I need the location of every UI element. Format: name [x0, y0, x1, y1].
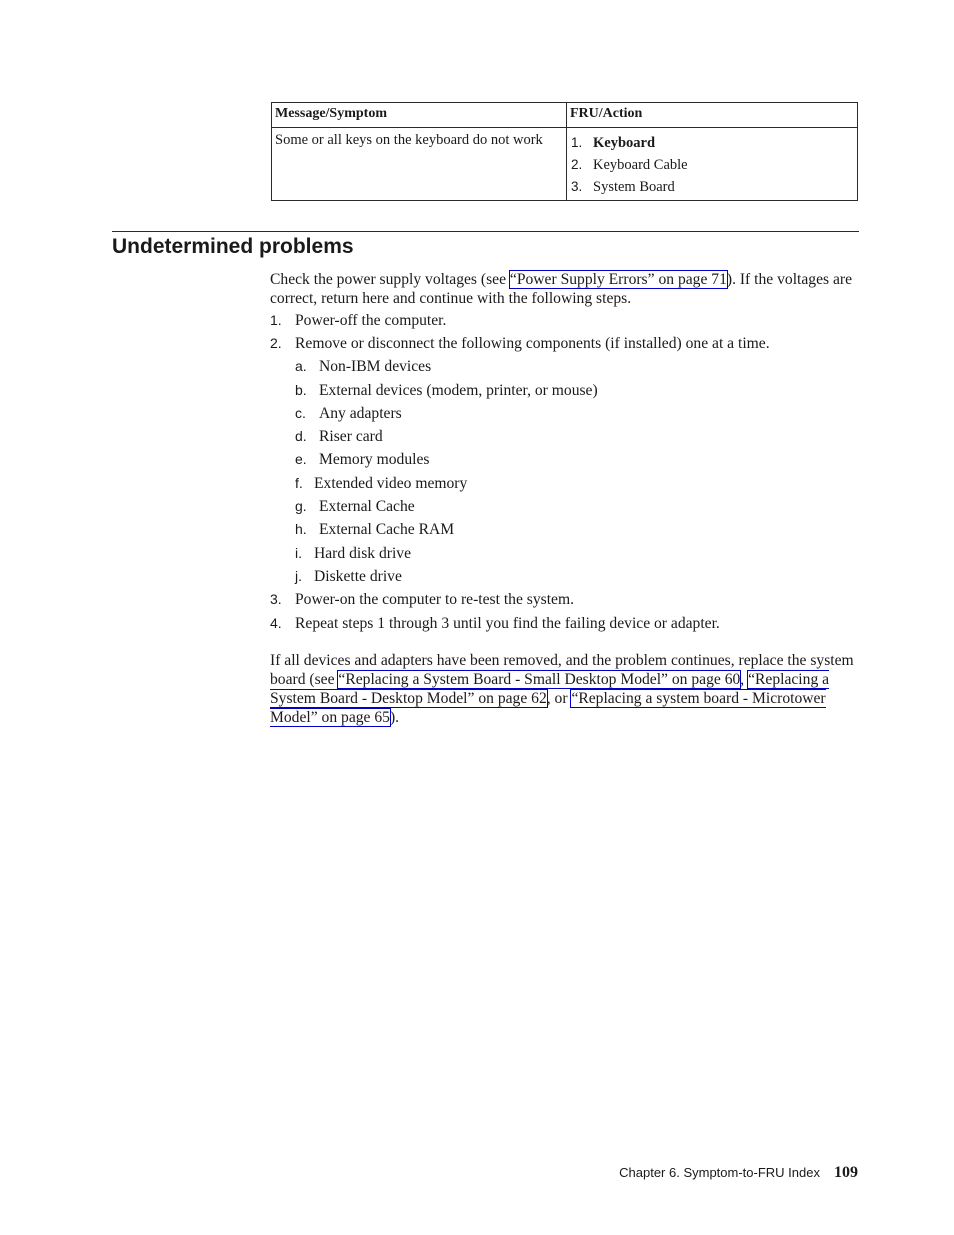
step-number: 3.	[270, 591, 282, 608]
closing-text: If all devices and adapters have been removed, and the problem continues, replace the system board (see	[270, 652, 854, 688]
table-header-row	[272, 103, 858, 128]
substep-letter: g.	[295, 498, 307, 515]
substep-letter: c.	[295, 404, 306, 421]
list-number: 3.	[571, 179, 583, 194]
list-item	[270, 311, 860, 330]
substep-text: External Cache	[319, 498, 415, 516]
section-heading: Undetermined problems	[112, 235, 354, 258]
substep-text: Non-IBM devices	[319, 358, 432, 376]
list-item	[295, 520, 860, 539]
list-item	[295, 404, 860, 423]
substep-letter: a.	[295, 358, 307, 375]
header-fru-action: FRU/Action	[567, 103, 858, 128]
substep-letter: i.	[295, 544, 302, 561]
substep-letter: h.	[295, 521, 307, 538]
substep-text: Riser card	[319, 428, 383, 446]
substep-text: Hard disk drive	[314, 544, 412, 562]
step-number: 2.	[270, 335, 282, 352]
symptom-cell: Some or all keys on the keyboard do not work	[272, 128, 567, 201]
substep-letter: e.	[295, 451, 307, 468]
list-text: Keyboard	[593, 135, 656, 151]
step-text: Power-on the computer to re-test the system.	[295, 591, 575, 609]
intro-text-after: ). If the voltages are correct, return here and continue with the following steps.	[270, 271, 852, 307]
step-number: 4.	[270, 614, 282, 631]
list-item	[295, 381, 860, 400]
list-item	[295, 474, 860, 493]
closing-paragraph	[270, 651, 860, 727]
step-text: Remove or disconnect the following components (if installed) one at a time.	[295, 335, 770, 353]
list-text: System Board	[593, 179, 675, 195]
substep-text: Extended video memory	[314, 474, 468, 492]
list-text: Keyboard Cable	[593, 157, 688, 173]
page-footer	[619, 1163, 858, 1183]
intro-paragraph	[270, 270, 860, 308]
list-item	[270, 614, 860, 633]
list-item	[571, 176, 853, 198]
substep-letter: j.	[295, 567, 302, 584]
substep-letter: b.	[295, 381, 307, 398]
action-cell	[567, 128, 858, 201]
microtower-model-link[interactable]: “Replacing a system board - Microtower Model” on page 65	[270, 690, 826, 726]
page-number: 109	[834, 1164, 858, 1181]
power-supply-errors-link[interactable]: “Power Supply Errors” on page 71	[509, 271, 727, 288]
substeps-list	[295, 357, 860, 586]
small-desktop-model-link[interactable]: “Replacing a System Board - Small Desktop Model” on page 60	[338, 671, 741, 688]
substep-letter: f.	[295, 474, 303, 491]
desktop-model-link[interactable]: “Replacing a System Board - Desktop Model” on page 62	[270, 671, 830, 707]
step-text: Repeat steps 1 through 3 until you find the failing device or adapter.	[295, 614, 720, 632]
steps-list	[270, 311, 860, 637]
list-item	[295, 427, 860, 446]
substep-text: External devices (modem, printer, or mouse)	[319, 381, 598, 399]
list-number: 1.	[571, 135, 583, 150]
list-item	[295, 450, 860, 469]
substep-text: Diskette drive	[314, 567, 402, 585]
list-item	[295, 497, 860, 516]
closing-text-after: ).	[389, 709, 400, 726]
intro-text: Check the power supply voltages (see	[270, 271, 510, 288]
list-item	[571, 154, 853, 176]
substep-text: Memory modules	[319, 451, 430, 469]
closing-separator: ,	[740, 671, 749, 688]
fru-table	[271, 102, 858, 201]
list-item	[270, 590, 860, 609]
step-number: 1.	[270, 312, 282, 328]
list-item	[295, 567, 860, 586]
substep-text: External Cache RAM	[319, 521, 455, 539]
list-item	[295, 544, 860, 563]
step-text: Power-off the computer.	[295, 312, 447, 329]
list-item	[270, 334, 860, 586]
header-message-symptom: Message/Symptom	[272, 103, 567, 128]
section-divider	[112, 231, 859, 232]
list-number: 2.	[571, 157, 583, 172]
closing-separator: , or	[546, 690, 572, 707]
table-row	[272, 128, 858, 201]
substep-text: Any adapters	[319, 404, 402, 422]
chapter-title: Chapter 6. Symptom-to-FRU Index	[619, 1165, 820, 1180]
list-item	[571, 132, 853, 154]
substep-letter: d.	[295, 428, 307, 445]
list-item	[295, 357, 860, 376]
fru-action-list	[571, 132, 853, 198]
